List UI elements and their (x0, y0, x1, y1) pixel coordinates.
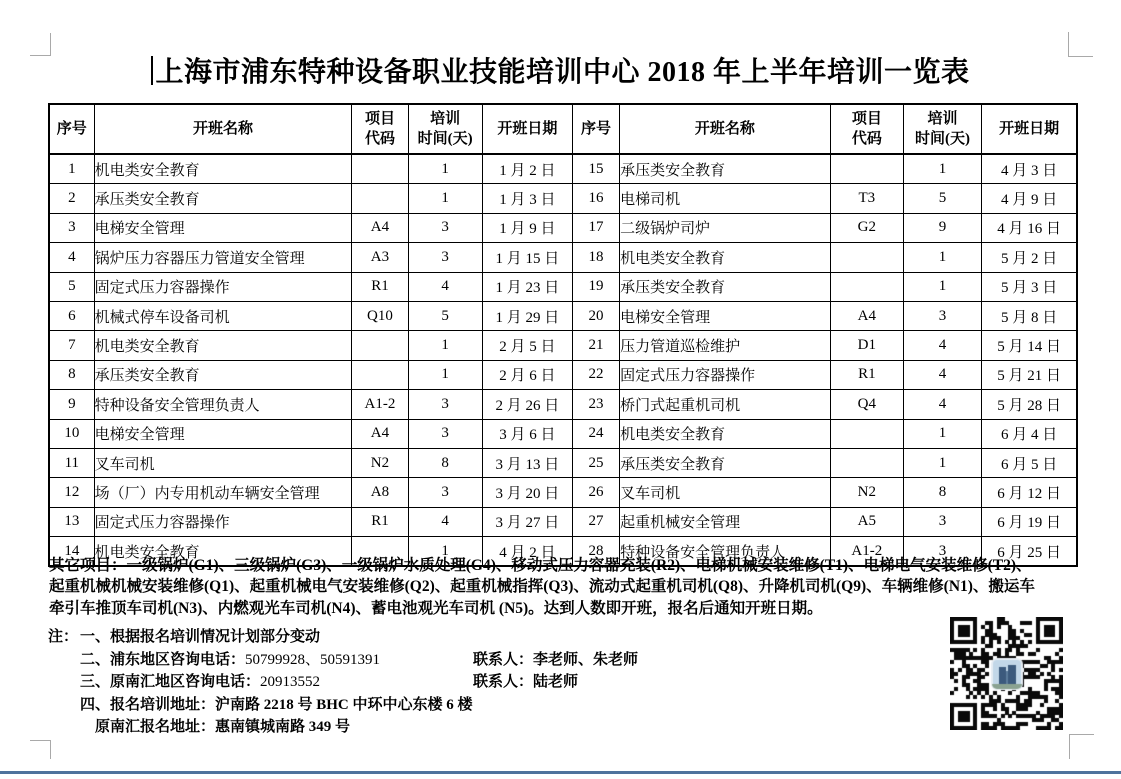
cell-project-code (830, 154, 903, 184)
notes-label: 注： (48, 629, 79, 645)
cell-start-date: 6 月 19 日 (982, 507, 1077, 536)
cell-project-code: N2 (352, 448, 408, 477)
table-row (49, 213, 1077, 242)
cell-serial: 10 (49, 419, 94, 448)
cell-course-name: 锅炉压力容器压力管道安全管理 (94, 243, 352, 272)
cell-project-code: T3 (830, 184, 903, 213)
cell-project-code: D1 (830, 331, 903, 360)
cell-project-code (352, 331, 408, 360)
header-serial: 序号 (49, 104, 94, 154)
header-training-time-line2: 时间(天) (915, 131, 971, 147)
cell-training-days: 1 (903, 448, 981, 477)
cell-serial: 1 (49, 154, 94, 184)
cell-course-name: 机电类安全教育 (94, 154, 352, 184)
cell-serial: 9 (49, 390, 94, 419)
note-text: 三、原南汇地区咨询电话： (80, 674, 261, 690)
cell-project-code: G2 (830, 213, 903, 242)
header-training-time-line1: 培训 (430, 110, 461, 127)
cell-training-days: 3 (408, 213, 482, 242)
cell-start-date: 1 月 2 日 (482, 154, 572, 184)
cell-course-name: 起重机械安全管理 (620, 507, 831, 536)
cell-training-days: 3 (903, 537, 981, 567)
table-row (49, 507, 1077, 536)
cell-serial: 21 (572, 331, 619, 360)
cell-start-date: 1 月 9 日 (482, 213, 572, 242)
cell-training-days: 1 (408, 184, 482, 213)
cell-serial: 7 (49, 331, 94, 360)
cell-start-date: 4 月 2 日 (482, 537, 572, 567)
cell-training-days: 3 (408, 390, 482, 419)
cell-training-days: 4 (903, 331, 981, 360)
cell-training-days: 3 (408, 478, 482, 507)
cell-project-code (830, 448, 903, 477)
cell-serial: 18 (572, 243, 619, 272)
cell-course-name: 机电类安全教育 (94, 537, 352, 567)
cell-training-days: 5 (408, 301, 482, 330)
header-training-time-line1: 培训 (927, 110, 958, 127)
cell-start-date: 4 月 9 日 (982, 184, 1077, 213)
note-line (48, 671, 1078, 694)
header-training-time (903, 104, 981, 154)
cell-serial: 19 (572, 272, 619, 301)
cell-serial: 3 (49, 213, 94, 242)
cell-course-name: 二级锅炉司炉 (620, 213, 831, 242)
cell-start-date: 6 月 4 日 (982, 419, 1077, 448)
cell-training-days: 8 (408, 448, 482, 477)
header-project-code-line2: 代码 (851, 131, 882, 147)
cell-training-days: 3 (408, 419, 482, 448)
cell-start-date: 3 月 13 日 (482, 448, 572, 477)
note-text: 20913552 (260, 674, 321, 690)
table-row (49, 331, 1077, 360)
cell-course-name: 机电类安全教育 (620, 243, 831, 272)
note-text: 二、浦东地区咨询电话： (80, 651, 246, 668)
table-row (49, 154, 1077, 184)
cell-project-code: A4 (830, 301, 903, 330)
cell-project-code (830, 419, 903, 448)
cell-start-date: 3 月 6 日 (482, 419, 572, 448)
qr-code (950, 617, 1063, 730)
cell-course-name: 承压类安全教育 (620, 272, 831, 301)
cell-start-date: 5 月 21 日 (982, 360, 1077, 389)
cell-start-date: 4 月 3 日 (982, 154, 1077, 184)
cell-course-name: 场（厂）内专用机动车辆安全管理 (94, 478, 352, 507)
cell-course-name: 电梯司机 (620, 184, 831, 213)
cell-serial: 22 (572, 360, 619, 389)
title-row (0, 52, 1121, 88)
cell-start-date: 6 月 25 日 (982, 537, 1077, 567)
cell-start-date: 1 月 15 日 (482, 243, 572, 272)
table-row (49, 390, 1077, 419)
cell-project-code: Q4 (830, 390, 903, 419)
cell-serial: 25 (572, 448, 619, 477)
note-line (48, 626, 1078, 649)
cell-training-days: 1 (408, 331, 482, 360)
cell-training-days: 3 (408, 243, 482, 272)
cell-training-days: 1 (903, 272, 981, 301)
table-row (49, 184, 1077, 213)
table-row (49, 360, 1077, 389)
cell-project-code: A3 (352, 243, 408, 272)
cell-start-date: 6 月 12 日 (982, 478, 1077, 507)
cell-project-code: A4 (352, 419, 408, 448)
cell-serial: 12 (49, 478, 94, 507)
cell-project-code: A8 (352, 478, 408, 507)
cell-training-days: 1 (903, 154, 981, 184)
cell-serial: 14 (49, 537, 94, 567)
cell-training-days: 4 (408, 272, 482, 301)
note-text: 原南汇报名地址：惠南镇城南路 349 号 (95, 719, 351, 735)
cell-project-code (830, 243, 903, 272)
table-row (49, 419, 1077, 448)
cell-serial: 13 (49, 507, 94, 536)
cell-project-code (352, 360, 408, 389)
note-contact: 联系人：陆老师 (473, 674, 579, 690)
note-line (48, 694, 1078, 717)
header-course-name: 开班名称 (94, 104, 352, 154)
cell-serial: 6 (49, 301, 94, 330)
cell-start-date: 6 月 5 日 (982, 448, 1077, 477)
training-schedule-table (48, 103, 1078, 567)
cell-course-name: 桥门式起重机司机 (620, 390, 831, 419)
header-start-date: 开班日期 (482, 104, 572, 154)
cell-start-date: 5 月 8 日 (982, 301, 1077, 330)
cell-project-code: A1-2 (830, 537, 903, 567)
table-row (49, 272, 1077, 301)
note-contact: 联系人：李老师、朱老师 (473, 651, 639, 668)
cell-course-name: 承压类安全教育 (620, 154, 831, 184)
cell-project-code: Q10 (352, 301, 408, 330)
note-text: 一、根据报名培训情况计划部分变动 (80, 629, 321, 645)
cell-serial: 23 (572, 390, 619, 419)
other-projects (49, 555, 1079, 619)
header-project-code-line2: 代码 (364, 131, 395, 147)
header-project-code (830, 104, 903, 154)
other-projects-line: 起重机械机械安装维修(Q1)、起重机械电气安装维修(Q2)、起重机械指挥(Q3)、流动式起重机司机(Q8)、升降机司机(Q9)、车辆维修(N1)、搬运车 (49, 578, 1035, 596)
cell-course-name: 叉车司机 (94, 448, 352, 477)
table-body (49, 154, 1077, 566)
cell-course-name: 电梯安全管理 (94, 213, 352, 242)
page-title: 上海市浦东特种设备职业技能培训中心 2018 年上半年培训一览表 (155, 57, 970, 88)
note-line (48, 649, 1078, 672)
other-projects-line: 牵引车推顶车司机(N3)、内燃观光车司机(N4)、蓄电池观光车司机 (N5)。达到人数即开班，报名后通知开班日期。 (49, 599, 823, 617)
cell-course-name: 机电类安全教育 (620, 419, 831, 448)
cell-start-date: 5 月 2 日 (982, 243, 1077, 272)
cell-serial: 26 (572, 478, 619, 507)
cell-serial: 20 (572, 301, 619, 330)
cell-course-name: 特种设备安全管理负责人 (94, 390, 352, 419)
cell-project-code: R1 (830, 360, 903, 389)
cell-training-days: 5 (903, 184, 981, 213)
cell-course-name: 电梯安全管理 (94, 419, 352, 448)
header-start-date: 开班日期 (982, 104, 1077, 154)
cell-training-days: 1 (903, 419, 981, 448)
header-training-time (408, 104, 482, 154)
cell-course-name: 固定式压力容器操作 (94, 507, 352, 536)
cell-course-name: 承压类安全教育 (620, 448, 831, 477)
cell-training-days: 1 (408, 154, 482, 184)
cell-serial: 2 (49, 184, 94, 213)
cell-course-name: 机械式停车设备司机 (94, 301, 352, 330)
cell-start-date: 2 月 5 日 (482, 331, 572, 360)
header-project-code-line1: 项目 (851, 110, 882, 127)
header-course-name: 开班名称 (620, 104, 831, 154)
cell-training-days: 1 (903, 243, 981, 272)
cell-course-name: 压力管道巡检维护 (620, 331, 831, 360)
cell-start-date: 3 月 27 日 (482, 507, 572, 536)
cell-project-code: A1-2 (352, 390, 408, 419)
cell-project-code: A4 (352, 213, 408, 242)
cell-serial: 24 (572, 419, 619, 448)
cell-start-date: 5 月 3 日 (982, 272, 1077, 301)
header-project-code (352, 104, 408, 154)
cell-start-date: 5 月 14 日 (982, 331, 1077, 360)
cell-start-date: 2 月 6 日 (482, 360, 572, 389)
cell-serial: 8 (49, 360, 94, 389)
cell-serial: 4 (49, 243, 94, 272)
header-serial: 序号 (572, 104, 619, 154)
cell-project-code: R1 (352, 272, 408, 301)
cell-serial: 5 (49, 272, 94, 301)
cell-project-code (830, 272, 903, 301)
cell-training-days: 8 (903, 478, 981, 507)
cell-training-days: 3 (903, 301, 981, 330)
cell-serial: 16 (572, 184, 619, 213)
table-row (49, 301, 1077, 330)
cell-training-days: 4 (408, 507, 482, 536)
cell-training-days: 4 (903, 390, 981, 419)
cell-project-code: A5 (830, 507, 903, 536)
header-project-code-line1: 项目 (364, 110, 395, 127)
cell-project-code: R1 (352, 507, 408, 536)
table-row (49, 243, 1077, 272)
cell-start-date: 5 月 28 日 (982, 390, 1077, 419)
cell-serial: 15 (572, 154, 619, 184)
cell-serial: 28 (572, 537, 619, 567)
cell-serial: 17 (572, 213, 619, 242)
cell-serial: 11 (49, 448, 94, 477)
cell-course-name: 特种设备安全管理负责人 (620, 537, 831, 567)
cell-start-date: 1 月 3 日 (482, 184, 572, 213)
cell-project-code (352, 154, 408, 184)
cell-serial: 27 (572, 507, 619, 536)
cell-training-days: 3 (903, 507, 981, 536)
table-header-row (49, 104, 1077, 154)
cell-course-name: 固定式压力容器操作 (620, 360, 831, 389)
cell-training-days: 1 (408, 360, 482, 389)
cell-course-name: 机电类安全教育 (94, 331, 352, 360)
cell-start-date: 1 月 23 日 (482, 272, 572, 301)
cell-course-name: 承压类安全教育 (94, 360, 352, 389)
text-cursor (151, 56, 153, 85)
cell-training-days: 4 (903, 360, 981, 389)
header-training-time-line2: 时间(天) (417, 131, 473, 147)
bottom-divider (0, 771, 1121, 774)
table-row (49, 478, 1077, 507)
crop-mark-bottom-left (30, 740, 51, 759)
note-text: 四、报名培训地址：沪南路 2218 号 BHC 中环中心东楼 6 楼 (80, 696, 473, 713)
cell-start-date: 3 月 20 日 (482, 478, 572, 507)
cell-project-code: N2 (830, 478, 903, 507)
notes-lines (48, 626, 1078, 739)
cell-start-date: 4 月 16 日 (982, 213, 1077, 242)
cell-course-name: 固定式压力容器操作 (94, 272, 352, 301)
cell-training-days: 1 (408, 537, 482, 567)
cell-course-name: 叉车司机 (620, 478, 831, 507)
table-row (49, 448, 1077, 477)
cell-start-date: 2 月 26 日 (482, 390, 572, 419)
cell-training-days: 9 (903, 213, 981, 242)
note-text: 50799928、50591391 (245, 651, 381, 668)
note-line (48, 716, 1078, 739)
cell-start-date: 1 月 29 日 (482, 301, 572, 330)
cell-course-name: 承压类安全教育 (94, 184, 352, 213)
cell-course-name: 电梯安全管理 (620, 301, 831, 330)
cell-project-code (352, 184, 408, 213)
other-projects-line: 其它项目：一级锅炉(G1)、三级锅炉(G3)、一级锅炉水质处理(G4)、移动式压力容器充装(R2)、电梯机械安装维修(T1)、电梯电气安装维修(T2)、 (49, 557, 1032, 574)
